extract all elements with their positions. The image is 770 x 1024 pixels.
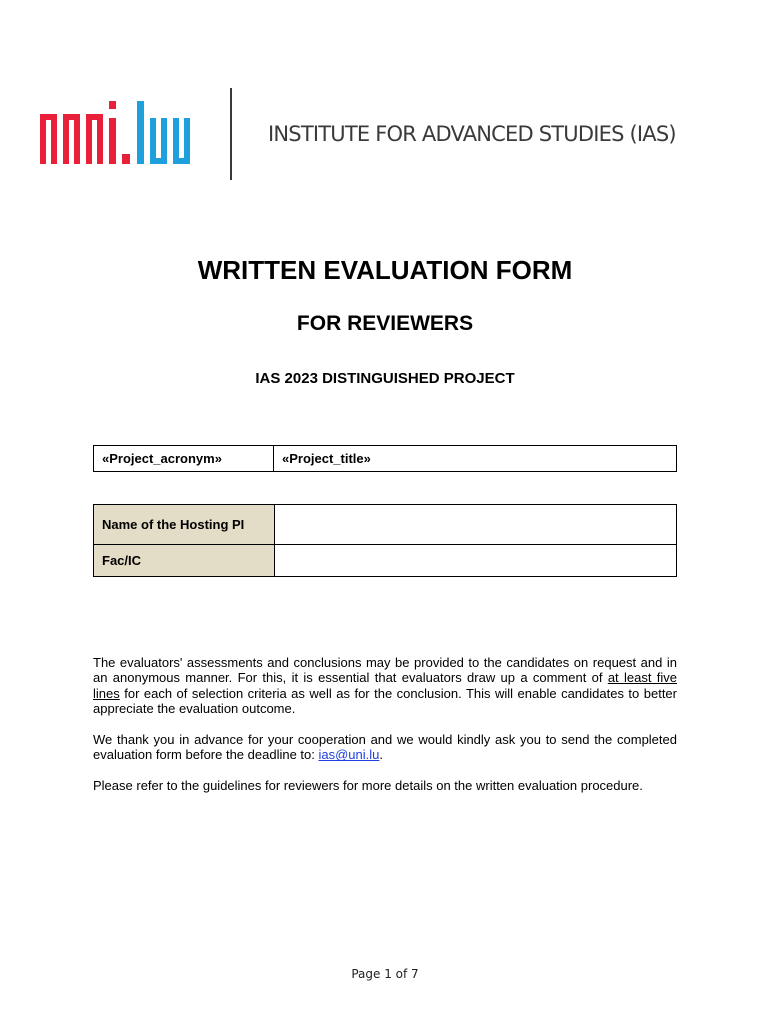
uni-lu-logo [38,98,198,173]
page-number: Page 1 of 7 [351,967,419,981]
project-table [93,445,677,472]
fac-ic-field[interactable] [275,545,677,577]
fac-ic-label: Fac/IC [94,545,275,577]
p1-underlined: at least five lines [93,670,677,701]
p2-text-b: . [379,747,384,763]
project-acronym-cell: «Project_acronym» [94,446,274,472]
p1-text-b: for each of selection criteria as well as for the conclusion. This will enable candidates to better appreciate the evaluation outcome. [93,685,677,717]
host-pi-field[interactable] [275,505,677,545]
institute-name: INSTITUTE FOR ADVANCED STUDIES (IAS) [268,122,676,146]
email-link[interactable]: ias@uni.lu [318,747,380,763]
host-pi-label: Name of the Hosting PI [94,505,275,545]
host-table [93,504,677,577]
project-title-cell: «Project_title» [274,446,677,472]
form-title: WRITTEN EVALUATION FORM [197,255,573,285]
logo-divider [230,88,232,180]
form-subtitle: FOR REVIEWERS [296,312,474,335]
p1-text-a: The evaluators' assessments and conclusions may be provided to the candidates on request and in an anonymous manner. For this, it is essential that evaluators draw up a comment of [93,655,677,686]
thanks-paragraph [93,732,677,763]
program-name: IAS 2023 DISTINGUISHED PROJECT [255,370,515,387]
assessment-paragraph [93,655,677,717]
p2-text-a: We thank you in advance for your cooperation and we would kindly ask you to send the completed evaluation form before the deadline to: [93,732,677,763]
guidelines-paragraph: Please refer to the guidelines for reviewers for more details on the written evaluation procedure. [93,778,643,793]
